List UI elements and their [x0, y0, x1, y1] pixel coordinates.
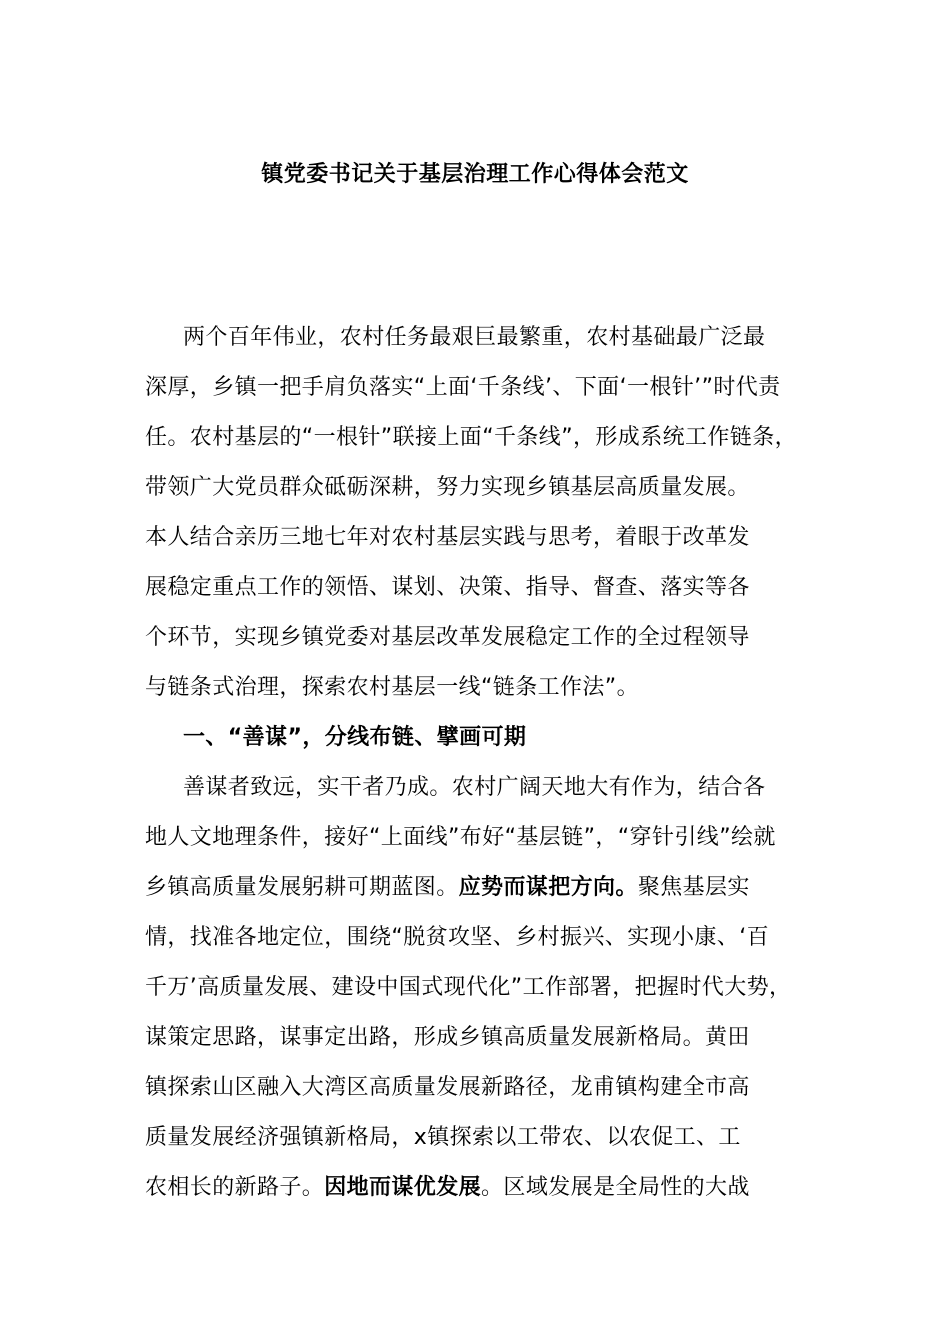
paragraph-line: 两个百年伟业，农村任务最艰巨最繁重，农村基础最广泛最 — [183, 325, 766, 350]
paragraph-line — [145, 871, 805, 921]
plain-text: 农相长的新路子。 — [145, 1175, 325, 1200]
document-body — [145, 321, 805, 1221]
section-heading: 一、“善谋”，分线布链、擘画可期 — [183, 725, 527, 750]
bold-emphasis: 应势而谋把方向。 — [458, 875, 638, 900]
plain-text: 。区域发展是全局性的大战 — [481, 1175, 750, 1200]
paragraph-line: 地人文地理条件，接好“上面线”布好“基层链”，“穿针引线”绘就 — [145, 825, 776, 850]
paragraph-line: 本人结合亲历三地七年对农村基层实践与思考，着眼于改革发 — [145, 525, 750, 550]
paragraph-line: 个环节，实现乡镇党委对基层改革发展稳定工作的全过程领导 — [145, 625, 750, 650]
paragraph-line: 千万’高质量发展、建设中国式现代化”工作部署，把握时代大势， — [145, 975, 792, 1000]
plain-text: 乡镇高质量发展躬耕可期蓝图。 — [145, 875, 459, 900]
paragraph-line: 展稳定重点工作的领悟、谋划、决策、指导、督查、落实等各 — [145, 575, 750, 600]
paragraph-line: 与链条式治理，探索农村基层一线“链条工作法”。 — [145, 675, 639, 700]
bold-emphasis: 因地而谋优发展 — [324, 1175, 482, 1200]
paragraph-line: 质量发展经济强镇新格局，x镇探索以工带农、以农促工、工 — [145, 1125, 741, 1150]
paragraph-line: 情，找准各地定位，围绕“脱贫攻坚、乡村振兴、实现小康、‘百 — [145, 925, 769, 950]
paragraph-line: 善谋者致远，实干者乃成。农村广阔天地大有作为，结合各 — [183, 775, 766, 800]
paragraph-line: 任。农村基层的“一根针”联接上面“千条线”，形成系统工作链条， — [145, 425, 797, 450]
paragraph-line: 镇探索山区融入大湾区高质量发展新路径，龙甫镇构建全市高 — [145, 1075, 750, 1100]
paragraph-line: 深厚，乡镇一把手肩负落实“上面‘千条线’、下面‘一根针’”时代责 — [145, 375, 781, 400]
paragraph-line: 带领广大党员群众砥砺深耕，努力实现乡镇基层高质量发展。 — [145, 475, 750, 500]
document-title: 镇党委书记关于基层治理工作心得体会范文 — [261, 162, 689, 187]
paragraph-line: 谋策定思路，谋事定出路，形成乡镇高质量发展新格局。黄田 — [145, 1025, 750, 1050]
paragraph-line — [145, 1171, 805, 1221]
plain-text: 聚焦基层实 — [637, 875, 750, 900]
